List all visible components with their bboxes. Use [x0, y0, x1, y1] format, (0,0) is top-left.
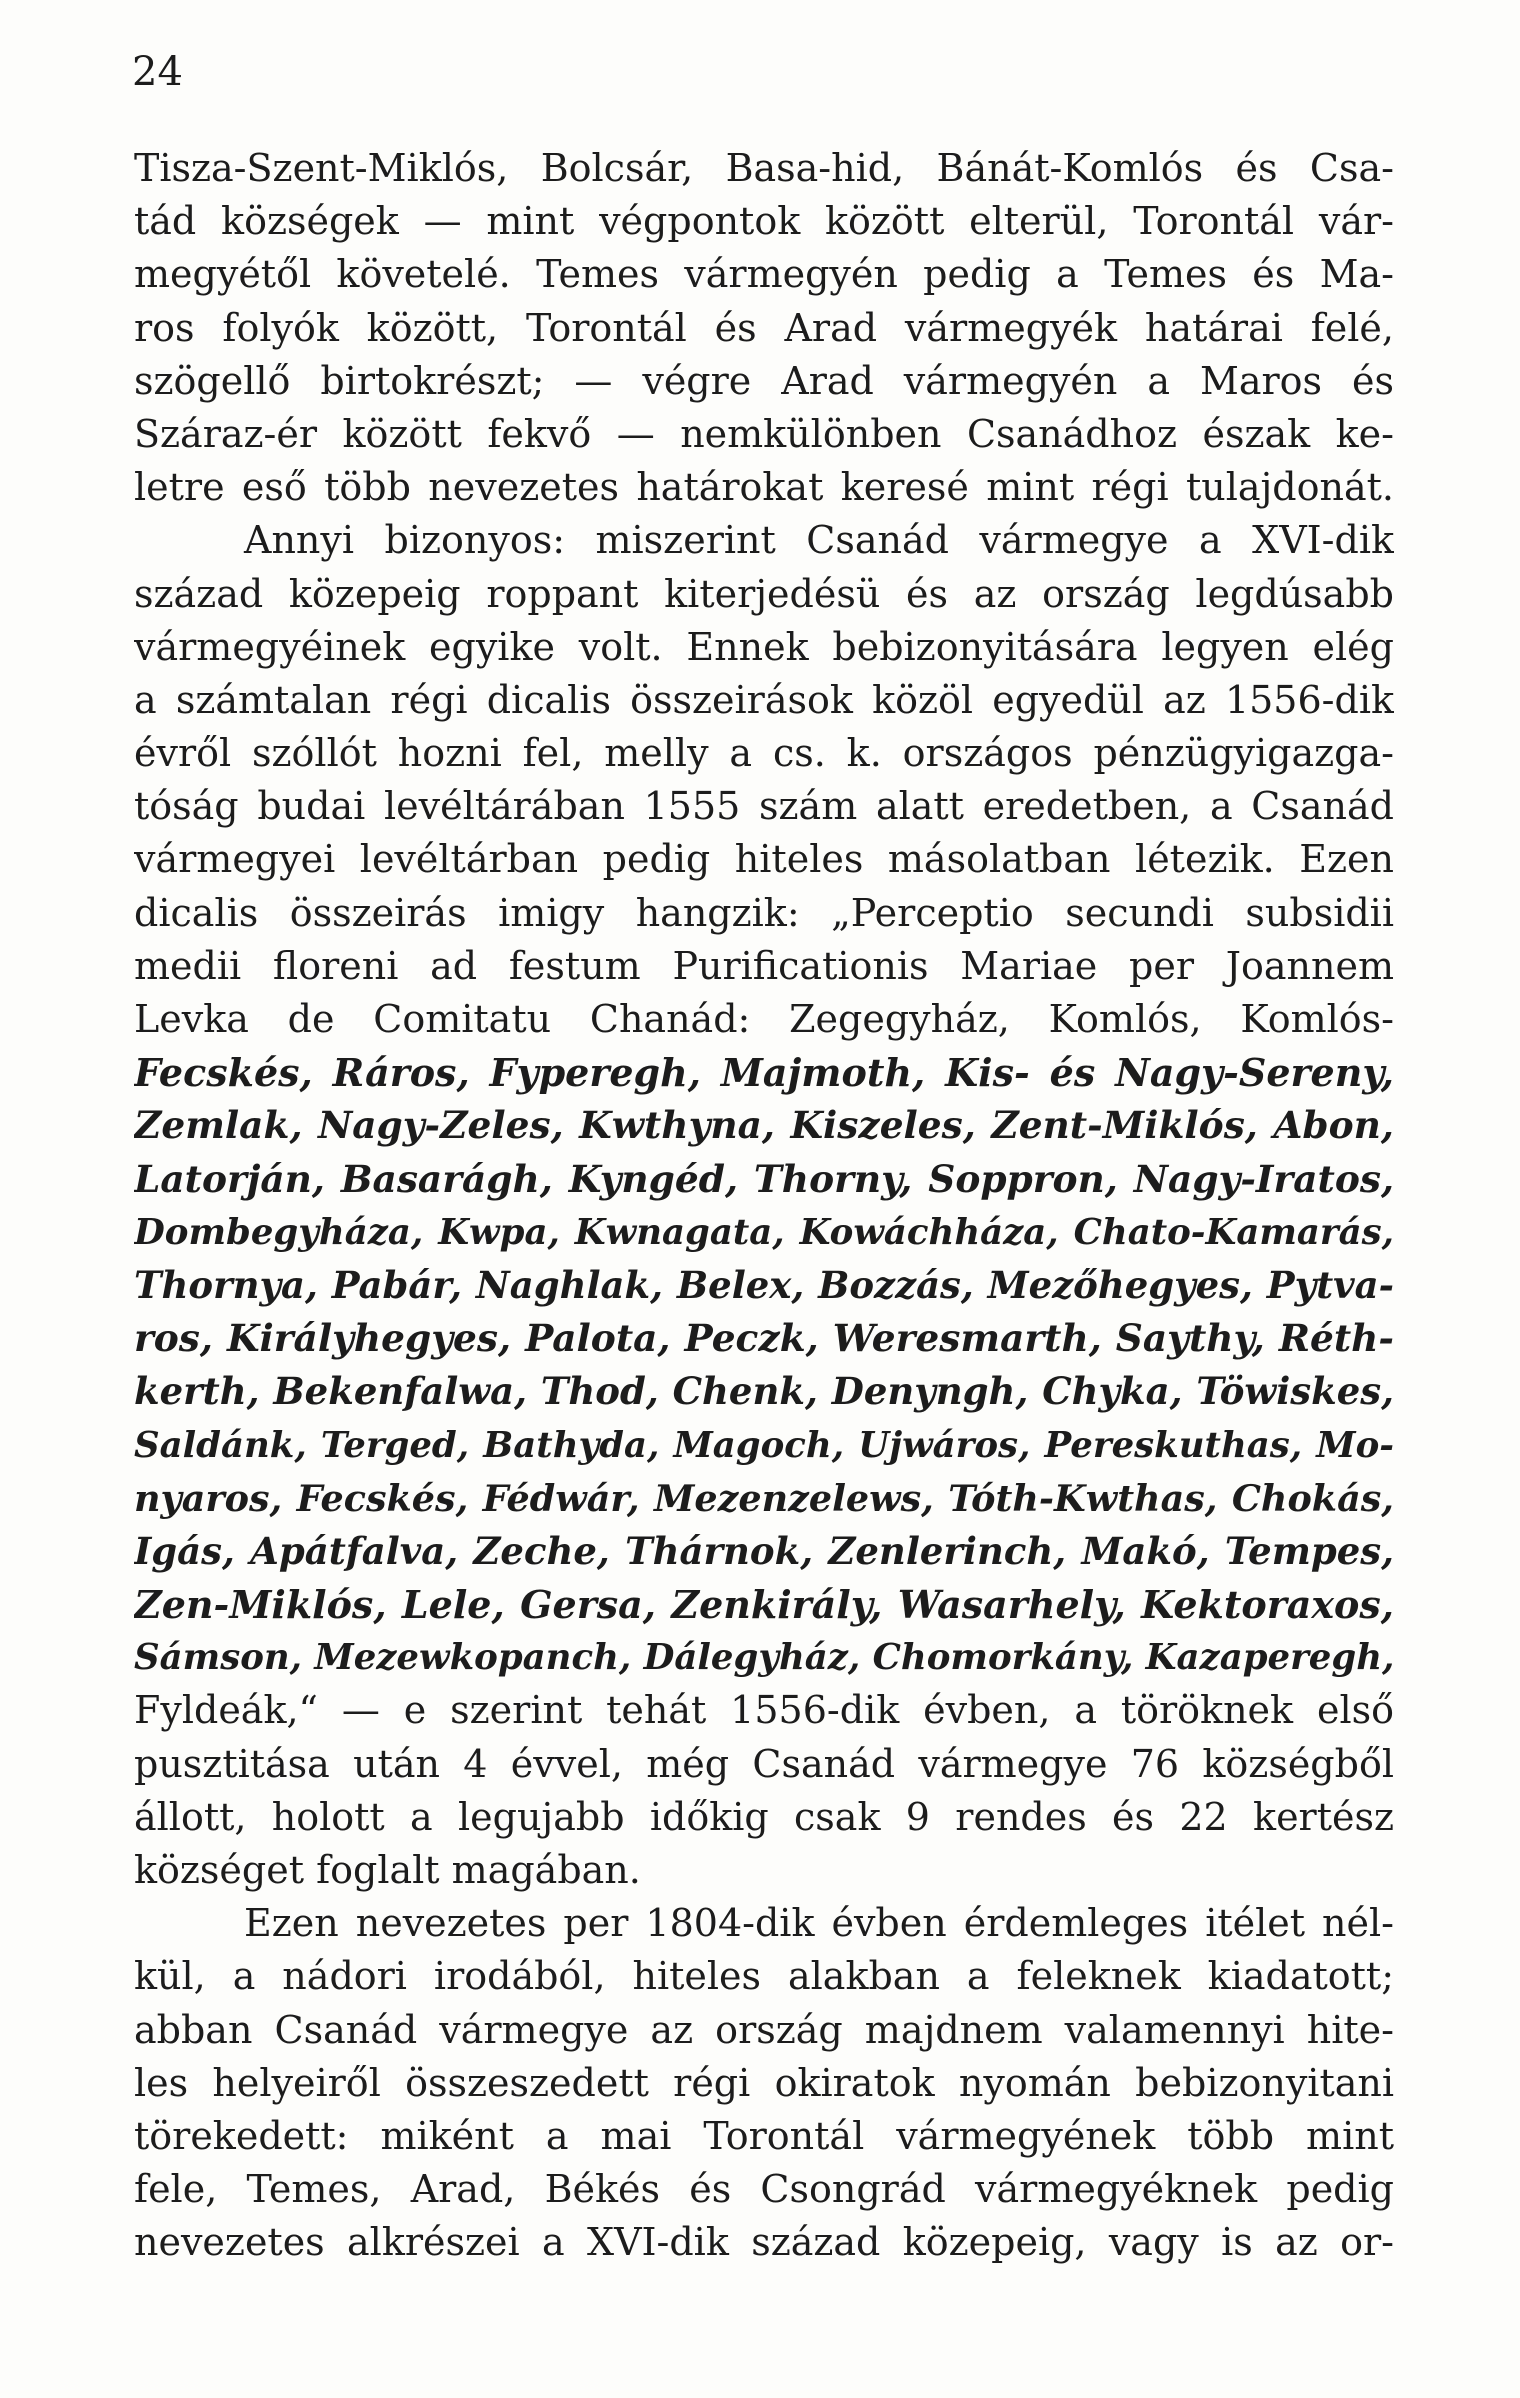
- text-line: dicalis összeirás imigy hangzik: „Perceptio secundi subsidii: [134, 890, 1394, 935]
- text-line: szögellő birtokrészt; — végre Arad vármegyén a Maros és: [134, 358, 1394, 403]
- text-line: abban Csanád vármegye az ország majdnem valamennyi hite-: [134, 2007, 1394, 2052]
- text-line: pusztitása után 4 évvel, még Csanád vármegye 76 községből: [134, 1741, 1394, 1786]
- text-line: Tisza-Szent-Miklós, Bolcsár, Basa-hid, Bánát-Komlós és Csa-: [134, 146, 1394, 190]
- text-line: tád községek — mint végpontok között elterül, Torontál vár-: [134, 199, 1394, 244]
- text-line: kül, a nádori irodából, hiteles alakban a feleknek kiadatott;: [134, 1954, 1394, 1999]
- place-name-line: Dombegyháza, Kwpa, Kwnagata, Kowáchháza, Chato-Kamarás,: [134, 1211, 1394, 1253]
- text-line: Levka de Comitatu Chanád: Zegegyház, Komlós, Komlós-: [134, 997, 1394, 1041]
- text-line: megyétől követelé. Temes vármegyén pedig a Temes és Ma-: [134, 252, 1394, 297]
- place-name-line: Sámson, Mezewkopanch, Dálegyház, Chomorkány, Kazaperegh,: [134, 1637, 1394, 1679]
- text-line: évről szóllót hozni fel, melly a cs. k. országos pénzügyigazga-: [134, 731, 1394, 776]
- text-line: törekedett: miként a mai Torontál vármegyének több mint: [134, 2113, 1394, 2158]
- place-name-line: Igás, Apátfalva, Zeche, Thárnok, Zenlerinch, Makó, Tempes,: [134, 1528, 1394, 1573]
- place-name-line: Zen-Miklós, Lele, Gersa, Zenkirály, Wasarhely, Kektoraxos,: [134, 1582, 1394, 1628]
- text-line: medii floreni ad festum Purificationis Mariae per Joannem: [134, 943, 1394, 988]
- place-name-line: kerth, Bekenfalwa, Thod, Chenk, Denyngh, Chyka, Töwiskes,: [134, 1369, 1394, 1414]
- text-line: letre eső több nevezetes határokat keresé mint régi tulajdonát.: [134, 465, 1394, 510]
- text-line: Száraz-ér között fekvő — nemkülönben Csanádhoz észak ke-: [134, 411, 1394, 456]
- text-line: községet foglalt magában.: [134, 1848, 641, 1892]
- page-number: 24: [132, 49, 183, 95]
- place-name-line: nyaros, Fecskés, Fédwár, Mezenzelews, Tóth-Kwthas, Chokás,: [134, 1476, 1394, 1520]
- text-line: állott, holott a legujabb időkig csak 9 rendes és 22 kertész: [134, 1794, 1394, 1839]
- text-line: les helyeiről összeszedett régi okiratok nyomán bebizonyitani: [134, 2060, 1394, 2105]
- place-name-line: Zemlak, Nagy-Zeles, Kwthyna, Kiszeles, Zent-Miklós, Abon,: [134, 1103, 1394, 1148]
- text-line: Ezen nevezetes per 1804-dik évben érdemleges itélet nél-: [244, 1901, 1394, 1946]
- text-line: ros folyók között, Torontál és Arad vármegyék határai felé,: [134, 305, 1394, 350]
- text-line: vármegyéinek egyike volt. Ennek bebizonyitására legyen elég: [134, 624, 1394, 669]
- text-line: Annyi bizonyos: miszerint Csanád vármegye a XVI-dik: [244, 518, 1394, 563]
- text-line: fele, Temes, Arad, Békés és Csongrád vármegyéknek pedig: [134, 2167, 1394, 2212]
- text-line: tóság budai levéltárában 1555 szám alatt eredetben, a Csanád: [134, 784, 1394, 829]
- text-line: a számtalan régi dicalis összeirások közöl egyedül az 1556-dik: [134, 677, 1394, 722]
- place-name-line: Saldánk, Terged, Bathyda, Magoch, Ujwáros, Pereskuthas, Mo-: [134, 1424, 1394, 1466]
- text-line: vármegyei levéltárban pedig hiteles másolatban létezik. Ezen: [134, 837, 1394, 882]
- place-name-line: Latorján, Basarágh, Kyngéd, Thorny, Soppron, Nagy-Iratos,: [134, 1156, 1394, 1201]
- text-line: Fyldeák,“ — e szerint tehát 1556-dik évben, a töröknek első: [134, 1688, 1394, 1733]
- text-line: század közepeig roppant kiterjedésü és az ország legdúsabb: [134, 571, 1394, 616]
- text-line: nevezetes alkrészei a XVI-dik század közepeig, vagy is az or-: [134, 2220, 1394, 2265]
- body-text: [134, 142, 1394, 2270]
- place-name-line: Thornya, Pabár, Naghlak, Belex, Bozzás, Mezőhegyes, Pytva-: [134, 1262, 1394, 1307]
- place-name-line: Fecskés, Ráros, Fyperegh, Majmoth, Kis- és Nagy-Sereny,: [134, 1050, 1394, 1096]
- place-name-line: ros, Királyhegyes, Palota, Peczk, Weresmarth, Saythy, Réth-: [134, 1316, 1394, 1361]
